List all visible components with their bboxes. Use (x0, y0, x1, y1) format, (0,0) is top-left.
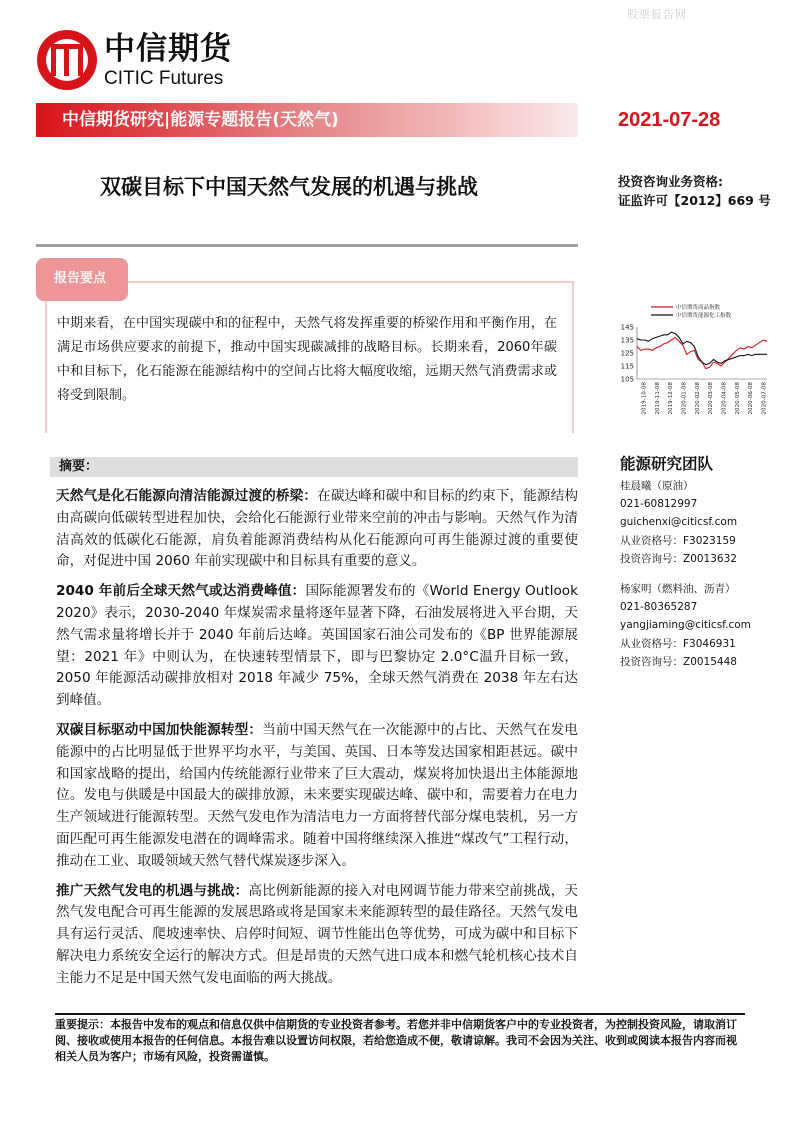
banner-text: 中信期货研究|能源专题报告(天然气) (62, 110, 339, 130)
summary-body (56, 486, 578, 998)
qualification-line2: 证监许可【2012】669 号 (618, 193, 771, 208)
citic-logo-icon (37, 30, 97, 90)
analyst-license: 从业资格号：F3023159 (620, 534, 736, 547)
qualification-line1: 投资咨询业务资格: (618, 174, 723, 189)
key-points-text: 中期来看，在中国实现碳中和的征程中，天然气将发挥重要的桥梁作用和平衡作用，在满足市场供应要求的前提下，推动中国实现碳减排的战略目标。长期来看，2060年碳中和目标下，化石能源在能源结构中的空间占比将大幅度收缩，远期天然气消费需求或将受到限制。 (57, 316, 557, 403)
analyst-phone: 021-60812997 (620, 498, 698, 511)
paragraph-body: 国际能源署发布的《World Energy Outlook 2020》表示，2030-2040 年煤炭需求量将逐年显著下降，石油发展将进入平台期，天然气需求量将增长并于 2040 年前后达峰。英国国家石油公司发布的《BP 世界能源展望：2021 年》中则认为，在快速转型情景下，即与巴黎协定 2.0°C温升目标一致，2050 年能源活动碳排放相对 2018 年减少 75%，全球天然气消费在 2038 年左右达到峰值。 (56, 583, 578, 709)
analyst-email[interactable]: yangjiaming@citicsf.com (620, 619, 751, 632)
analyst-contact (620, 580, 751, 671)
x-tick-label: 2020-05-08 (734, 382, 741, 415)
x-tick-label: 2019-12-08 (668, 382, 675, 415)
paragraph-body: 当前中国天然气在一次能源中的占比、天然气在发电能源中的占比明显低于世界平均水平，与美国、英国、日本等发达国家相距甚远。碳中和国家战略的提出，给国内传统能源行业带来了巨大震动，煤炭将加快退出主体能源地位。发电与供暖是中国最大的碳排放源，未来要实现碳达峰、碳中和，需要着力在电力生产领域进行能源转型。天然气发电作为清洁电力一方面将替代部分煤电装机，另一方面匹配可再生能源发电潜在的调峰需求。随着中国将继续深入推进“煤改气”工程行动，推动在工业、取暖领域天然气替代煤炭逐步深入。 (56, 721, 579, 869)
watermark: 股票报告网 (627, 8, 687, 21)
series-line (637, 337, 767, 368)
y-tick-label: 125 (620, 349, 634, 358)
analyst-name: 桂晨曦（原油） (620, 480, 694, 492)
paragraph-heading: 天然气是化石能源向清洁能源过渡的桥梁： (56, 488, 318, 504)
divider (36, 244, 578, 247)
brand-name-cn: 中信期货 (104, 31, 232, 67)
analyst-consult: 投资咨询号：Z0013632 (620, 552, 737, 565)
analyst-email[interactable]: guichenxi@citicsf.com (620, 516, 738, 529)
analyst-contact (620, 477, 737, 568)
series-line (637, 332, 767, 365)
footer-divider (55, 1013, 745, 1015)
summary-paragraph (56, 720, 578, 873)
summary-label: 摘要： (50, 457, 578, 477)
analyst-consult: 投资咨询号：Z0015448 (620, 655, 737, 668)
paragraph-heading: 双碳目标驱动中国加快能源转型： (56, 721, 263, 738)
y-tick-label: 135 (620, 336, 634, 345)
y-tick-label: 105 (620, 375, 634, 384)
summary-paragraph (56, 581, 578, 712)
paragraph-body: 在碳达峰和碳中和目标的约束下，能源结构由高碳向低碳转型进程加快，会给化石能源行业带来空前的冲击与影响。天然气作为清洁高效的低碳化石能源，肩负着能源消费结构从化石能源向可再生能源过渡的重要使命，对促进中国 2060 年前实现碳中和目标具有重要的意义。 (56, 488, 579, 570)
analyst-license: 从业资格号：F3046931 (620, 637, 736, 650)
x-tick-label: 2020-07-08 (761, 382, 768, 415)
paragraph-heading: 推广天然气发电的机遇与挑战： (56, 882, 249, 899)
x-tick-label: 2020-02-08 (694, 382, 701, 415)
x-tick-label: 2019-10-08 (641, 382, 648, 415)
disclaimer: 重要提示：本报告中发布的观点和信息仅供中信期货的专业投资者参考。若您并非中信期货客户中的专业投资者，为控制投资风险，请取消订阅、接收或使用本报告的任何信息。本报告难以设置访问权限，若给您造成不便，敬请谅解。我司不会因为关注、收到或阅读本报告内容而视相关人员为客户；市场有风险，投资需谨慎。 (55, 1018, 737, 1063)
key-points-tab: 报告要点 (36, 258, 128, 301)
x-tick-label: 2019-11-08 (654, 382, 661, 415)
paragraph-body: 高比例新能源的接入对电网调节能力带来空前挑战，天然气发电配合可再生能源的发展思路或将是国家未来能源转型的最佳路径。天然气发电具有运行灵活、爬坡速率快、启停时间短、调节性能出色等优势，可成为碳中和目标下解决电力系统安全运行的解决方式。但是昂贵的天然气进口成本和燃气轮机核心技术自主能力不足是中国天然气发电面临的两大挑战。 (56, 882, 579, 986)
x-tick-label: 2020-01-08 (681, 382, 688, 415)
x-tick-label: 2020-04-08 (721, 382, 728, 415)
summary-paragraph (56, 881, 578, 990)
summary-paragraph (56, 486, 578, 573)
legend-label: 中信期货商品指数 (676, 305, 721, 311)
index-chart (603, 303, 793, 428)
report-date: 2021-07-28 (618, 109, 721, 131)
analyst-phone: 021-80365287 (620, 601, 698, 614)
report-banner (36, 103, 578, 137)
y-tick-label: 115 (620, 362, 634, 371)
team-title: 能源研究团队 (620, 455, 714, 473)
paragraph-heading: 2040 年前后全球天然气或达消费峰值： (56, 583, 306, 600)
analyst-name: 杨家明（燃料油、沥青） (620, 583, 736, 595)
x-tick-label: 2020-03-08 (708, 382, 715, 415)
y-tick-label: 145 (620, 323, 634, 332)
report-title: 双碳目标下中国天然气发展的机遇与挑战 (100, 175, 478, 199)
x-tick-label: 2020-06-08 (748, 382, 755, 415)
legend-label: 中信期货能源化工指数 (676, 313, 732, 319)
brand-name-en: CITIC Futures (104, 68, 224, 89)
